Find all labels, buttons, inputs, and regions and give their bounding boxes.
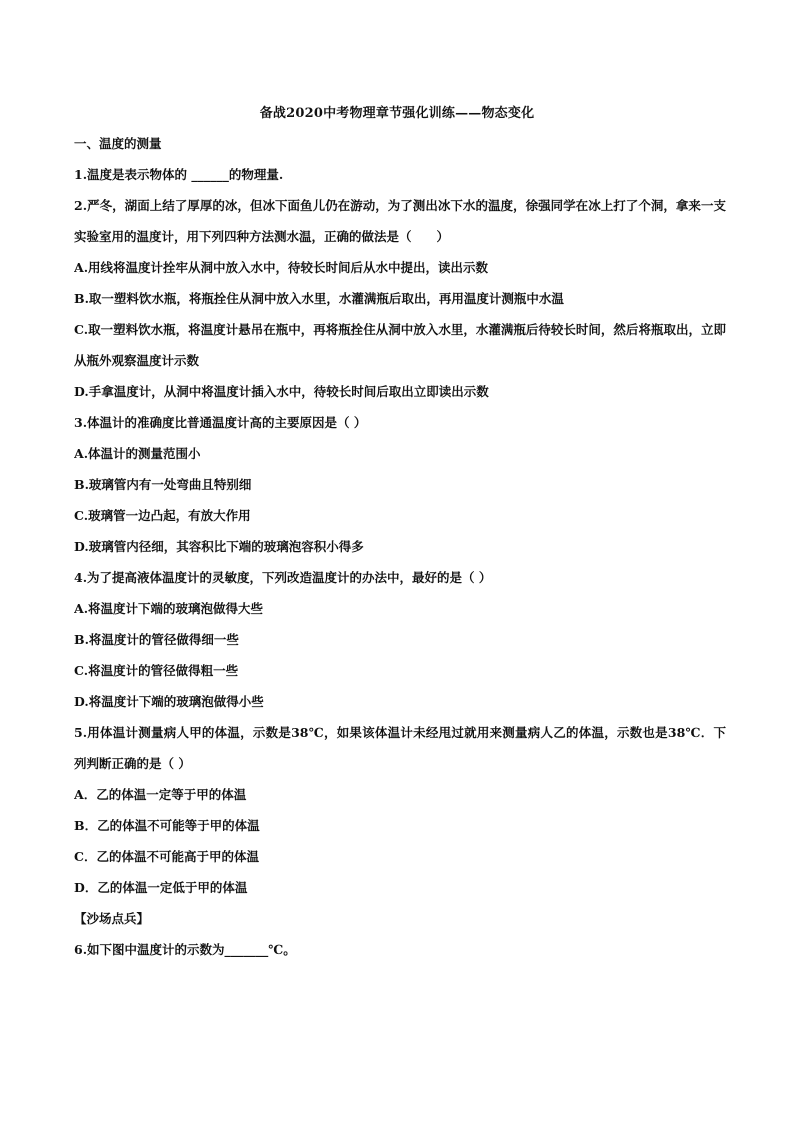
- question-4: 4.为了提高液体温度计的灵敏度，下列改造温度计的办法中，最好的是（ ）: [74, 570, 492, 585]
- question-3-option-d: D.玻璃管内径细，其容积比下端的玻璃泡容积小得多: [74, 539, 364, 554]
- question-2-option-b: B.取一塑料饮水瓶，将瓶拴住从洞中放入水里，水灌满瓶后取出，再用温度计测瓶中水温: [74, 291, 564, 306]
- question-6: 6.如下图中温度计的示数为_______℃。: [74, 942, 296, 957]
- document-body: [74, 128, 726, 965]
- question-5-option-b: B．乙的体温不可能等于甲的体温: [74, 818, 260, 833]
- question-3: 3.体温计的准确度比普通温度计高的主要原因是（ ）: [74, 415, 367, 430]
- question-3-option-c: C.玻璃管一边凸起，有放大作用: [74, 508, 251, 523]
- question-1: 1.温度是表示物体的 ______的物理量.: [74, 167, 284, 182]
- question-3-option-a: A.体温计的测量范围小: [74, 446, 201, 461]
- question-4-option-d: D.将温度计下端的玻璃泡做得小些: [74, 694, 264, 709]
- document-title: 备战2020中考物理章节强化训练——物态变化: [259, 106, 535, 121]
- question-5-option-c: C．乙的体温不可能高于甲的体温: [74, 849, 259, 864]
- question-2-option-a: A.用线将温度计拴牢从洞中放入水中，待较长时间后从水中提出，读出示数: [74, 260, 489, 275]
- question-5-option-d: D．乙的体温一定低于甲的体温: [74, 880, 248, 895]
- question-2-option-d: D.手拿温度计，从洞中将温度计插入水中，待较长时间后取出立即读出示数: [74, 384, 489, 399]
- question-2: 2.严冬，湖面上结了厚厚的冰，但冰下面鱼儿仍在游动，为了测出冰下水的温度，徐强同学在冰上打了个洞，拿来一支实验室用的温度计，用下列四种方法测水温，正确的做法是（ ）: [74, 198, 726, 244]
- question-4-option-a: A.将温度计下端的玻璃泡做得大些: [74, 601, 264, 616]
- question-2-option-c: C.取一塑料饮水瓶，将温度计悬吊在瓶中，再将瓶拴住从洞中放入水里，水灌满瓶后待较长时间，然后将瓶取出，立即从瓶外观察温度计示数: [74, 322, 726, 368]
- question-3-option-b: B.玻璃管内有一处弯曲且特别细: [74, 477, 252, 492]
- question-4-option-b: B.将温度计的管径做得细一些: [74, 632, 239, 647]
- question-4-option-c: C.将温度计的管径做得粗一些: [74, 663, 239, 678]
- question-5-option-a: A．乙的体温一定等于甲的体温: [74, 787, 247, 802]
- section-heading-practice: 【沙场点兵】: [74, 911, 150, 926]
- question-5: 5.用体温计测量病人甲的体温，示数是38℃，如果该体温计未经甩过就用来测量病人乙的体温，示数也是38℃．下列判断正确的是（ ）: [74, 725, 726, 771]
- section-heading-temperature-measurement: 一、温度的测量: [74, 136, 162, 151]
